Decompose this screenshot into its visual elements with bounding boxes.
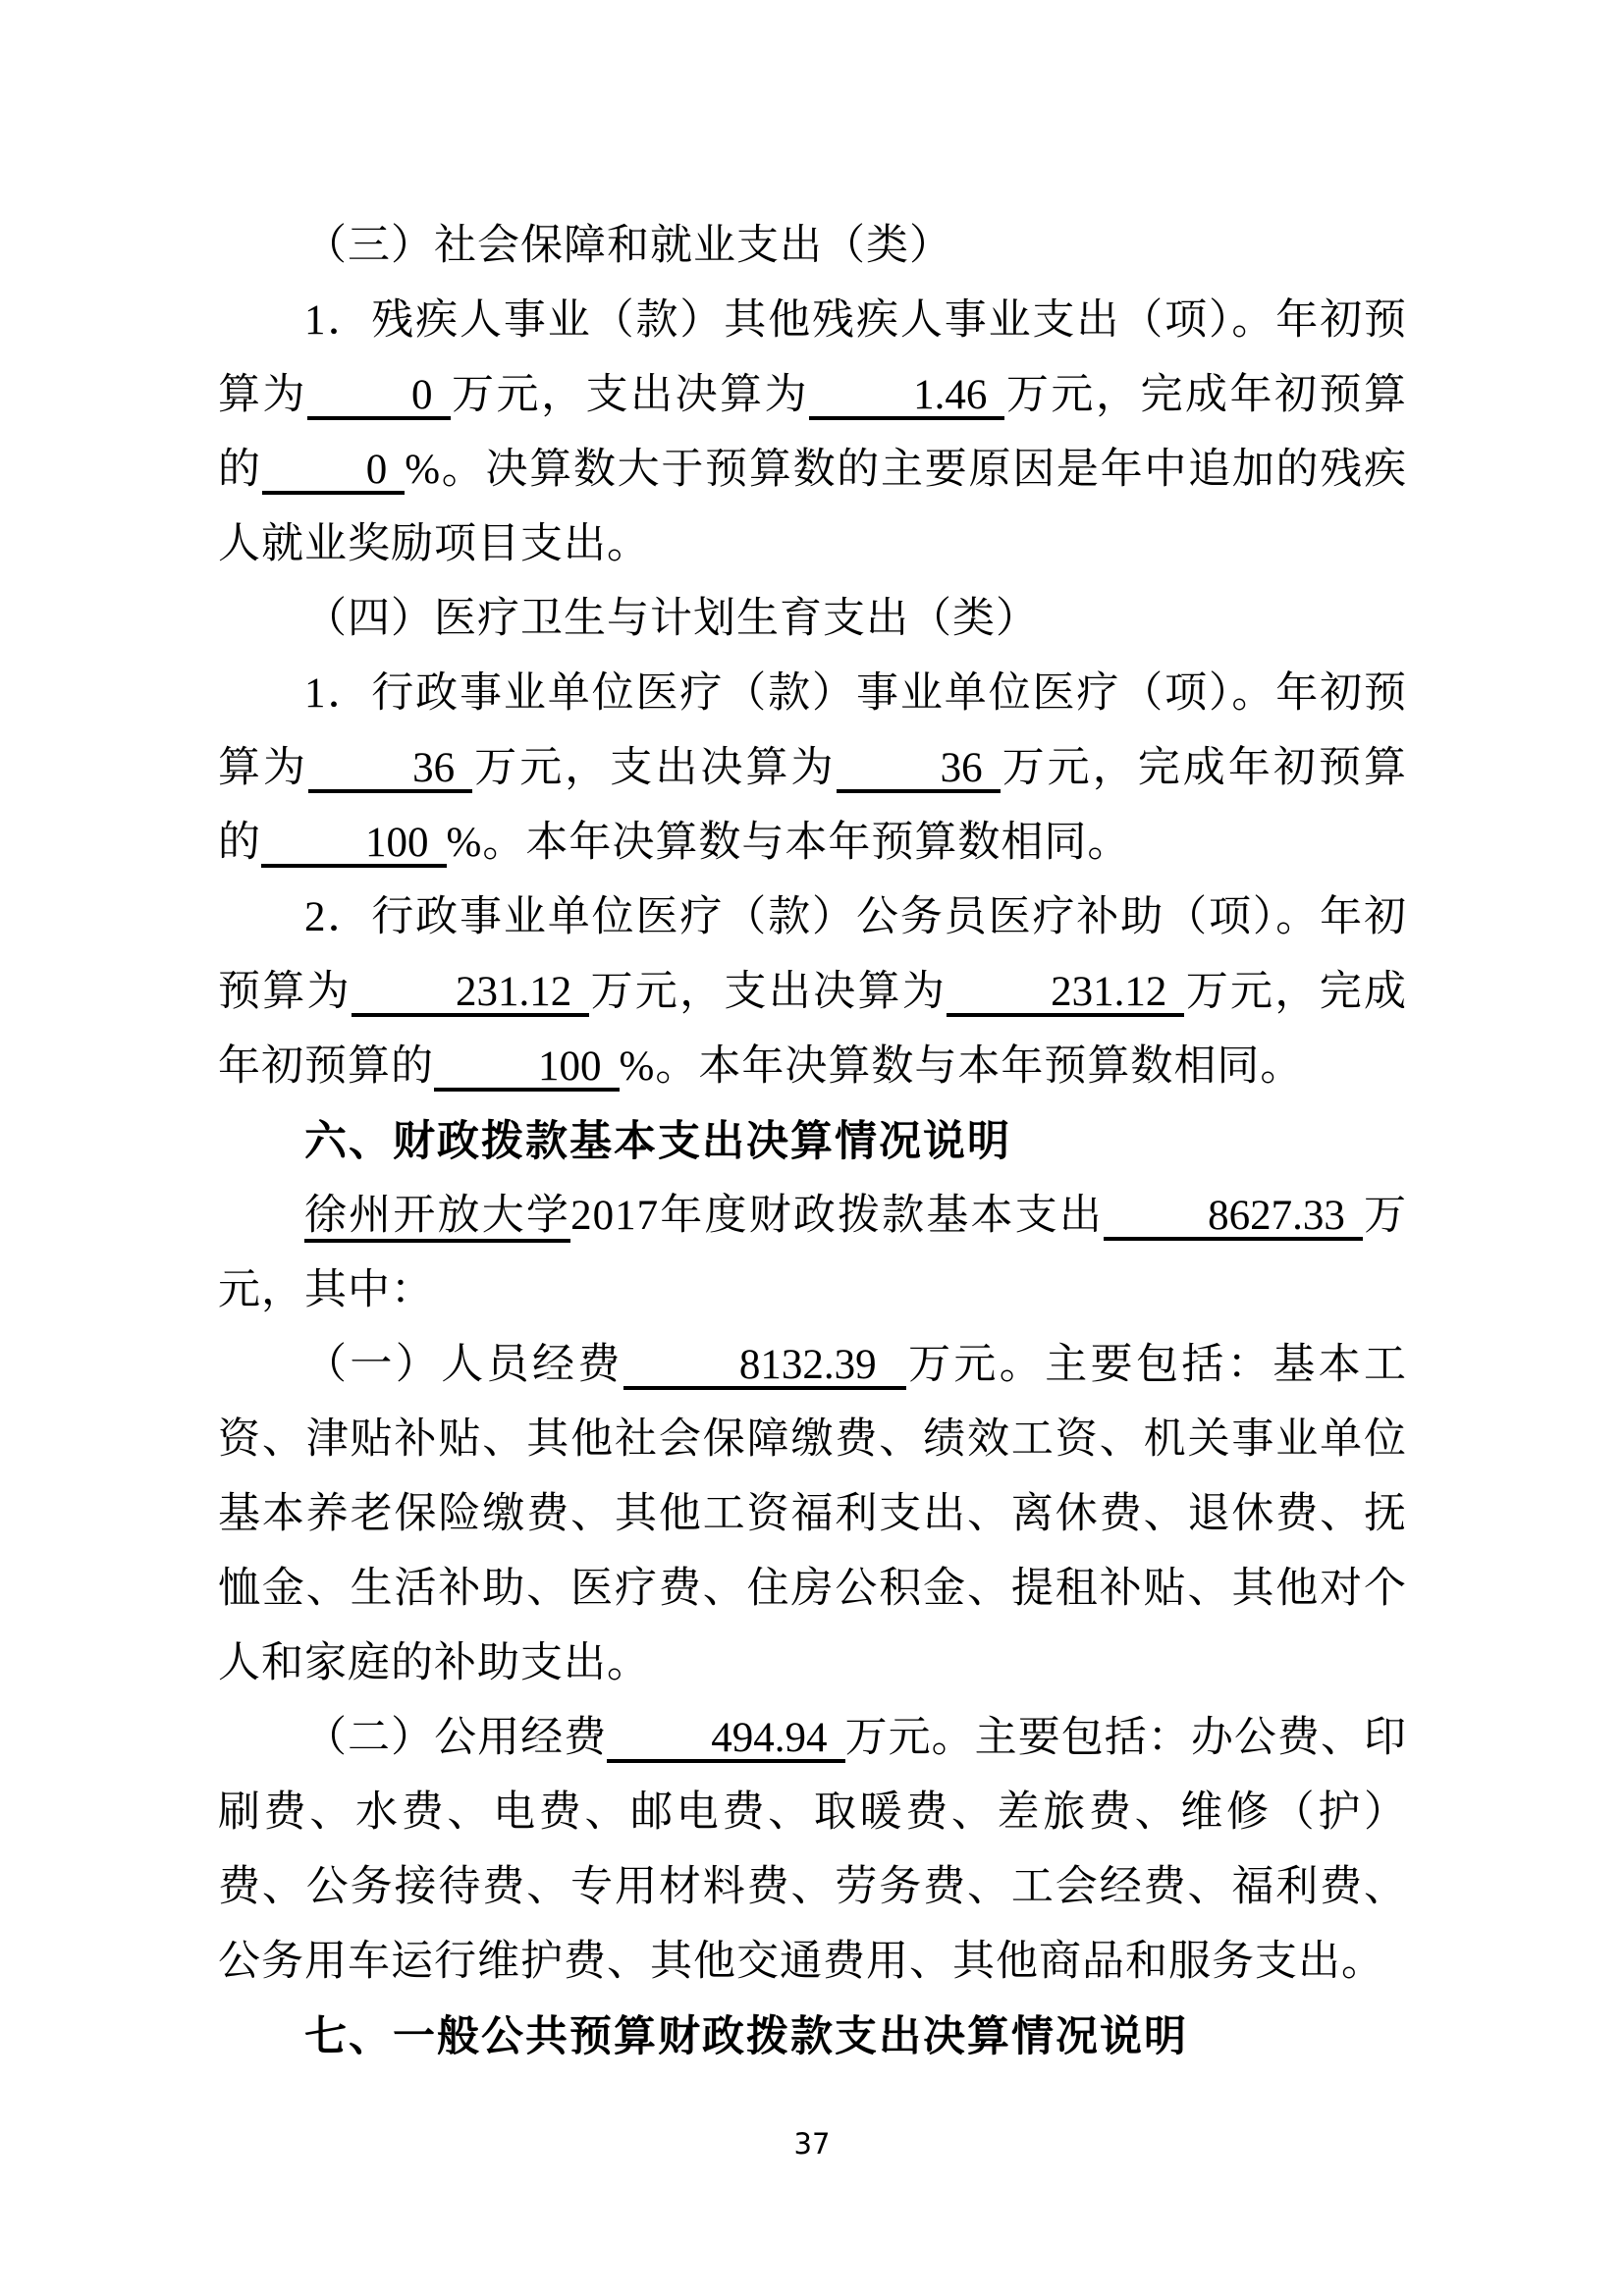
section-heading-6-basic-expenditure: 六、财政拨款基本支出决算情况说明 (304, 1118, 1011, 1165)
text-run: （一）人员经费 (304, 1342, 623, 1388)
para-personnel-funds (218, 1328, 1407, 1701)
text-run: 万元，支出决算为 (450, 372, 810, 418)
text-run: 2017年度财政拨款基本支出 (570, 1193, 1105, 1239)
text-run: 1．行政事业单位医疗（款）事业单位医疗（项）。年初预算为 (218, 670, 1407, 791)
para-total-basic-expenditure (218, 1179, 1407, 1328)
text-run: %。本年决算数与本年预算数相同。 (619, 1043, 1304, 1090)
underlined-value-percent: 100 (434, 1045, 620, 1092)
underlined-value-final: 231.12 (947, 971, 1184, 1017)
underlined-value-total: 8627.33 (1104, 1195, 1363, 1241)
section-heading-medical-health: （四）医疗卫生与计划生育支出（类） (304, 596, 1039, 642)
text-run: 2．行政事业单位医疗（款）公务员医疗补助（项）。年初预算为 (218, 894, 1407, 1015)
underlined-value-budget: 0 (307, 374, 451, 420)
underlined-value-budget: 231.12 (352, 971, 589, 1017)
text-run: 万元，支出决算为 (472, 745, 837, 791)
para-disabled-persons-expense (218, 284, 1407, 582)
document-body (218, 209, 1407, 2074)
text-run: 万元。主要包括：办公费、印刷费、水费、电费、邮电费、取暖费、差旅费、维修（护）费、公务接待费、专用材料费、劳务费、工会经费、福利费、公务用车运行维护费、其他交通费用、其他商品和服务支出。 (218, 1715, 1408, 1985)
text-run: 万元，完成年初预算的 (218, 745, 1408, 866)
section-heading-7-general-budget: 七、一般公共预算财政拨款支出决算情况说明 (304, 2013, 1188, 2060)
text-run: （二）公用经费 (304, 1715, 608, 1761)
underlined-value-final: 1.46 (809, 374, 1004, 420)
text-run: 万元，完成年初预算的 (218, 372, 1408, 493)
text-run: 万元，完成年初预算的 (218, 969, 1408, 1090)
underlined-org-name: 徐州开放大学 (304, 1193, 570, 1243)
para-civil-servant-medical-expense (218, 881, 1407, 1104)
text-run: 万元，支出决算为 (589, 969, 947, 1015)
para-unit-medical-expense (218, 657, 1407, 881)
underlined-value-public: 494.94 (607, 1717, 844, 1763)
text-run: 万元，其中： (218, 1193, 1408, 1313)
underlined-value-final: 36 (837, 747, 1001, 793)
text-run: %。决算数大于预算数的主要原因是年中追加的残疾人就业奖励项目支出。 (218, 447, 1408, 567)
underlined-value-percent: 100 (261, 822, 447, 868)
text-run: 万元。主要包括：基本工资、津贴补贴、其他社会保障缴费、绩效工资、机关事业单位基本养老保险缴费、其他工资福利支出、离休费、退休费、抚恤金、生活补助、医疗费、住房公积金、提租补贴、其他对个人和家庭的补助支出。 (218, 1342, 1408, 1686)
text-run: %。本年决算数与本年预算数相同。 (446, 820, 1131, 866)
underlined-value-personnel: 8132.39 (623, 1344, 906, 1390)
section-heading-social-security: （三）社会保障和就业支出（类） (304, 223, 952, 269)
page-number: 37 (793, 2127, 831, 2161)
para-public-funds (218, 1701, 1407, 2000)
underlined-value-percent: 0 (262, 449, 406, 495)
underlined-value-budget: 36 (308, 747, 472, 793)
text-run: 1．残疾人事业（款）其他残疾人事业支出（项）。年初预算为 (218, 297, 1407, 418)
